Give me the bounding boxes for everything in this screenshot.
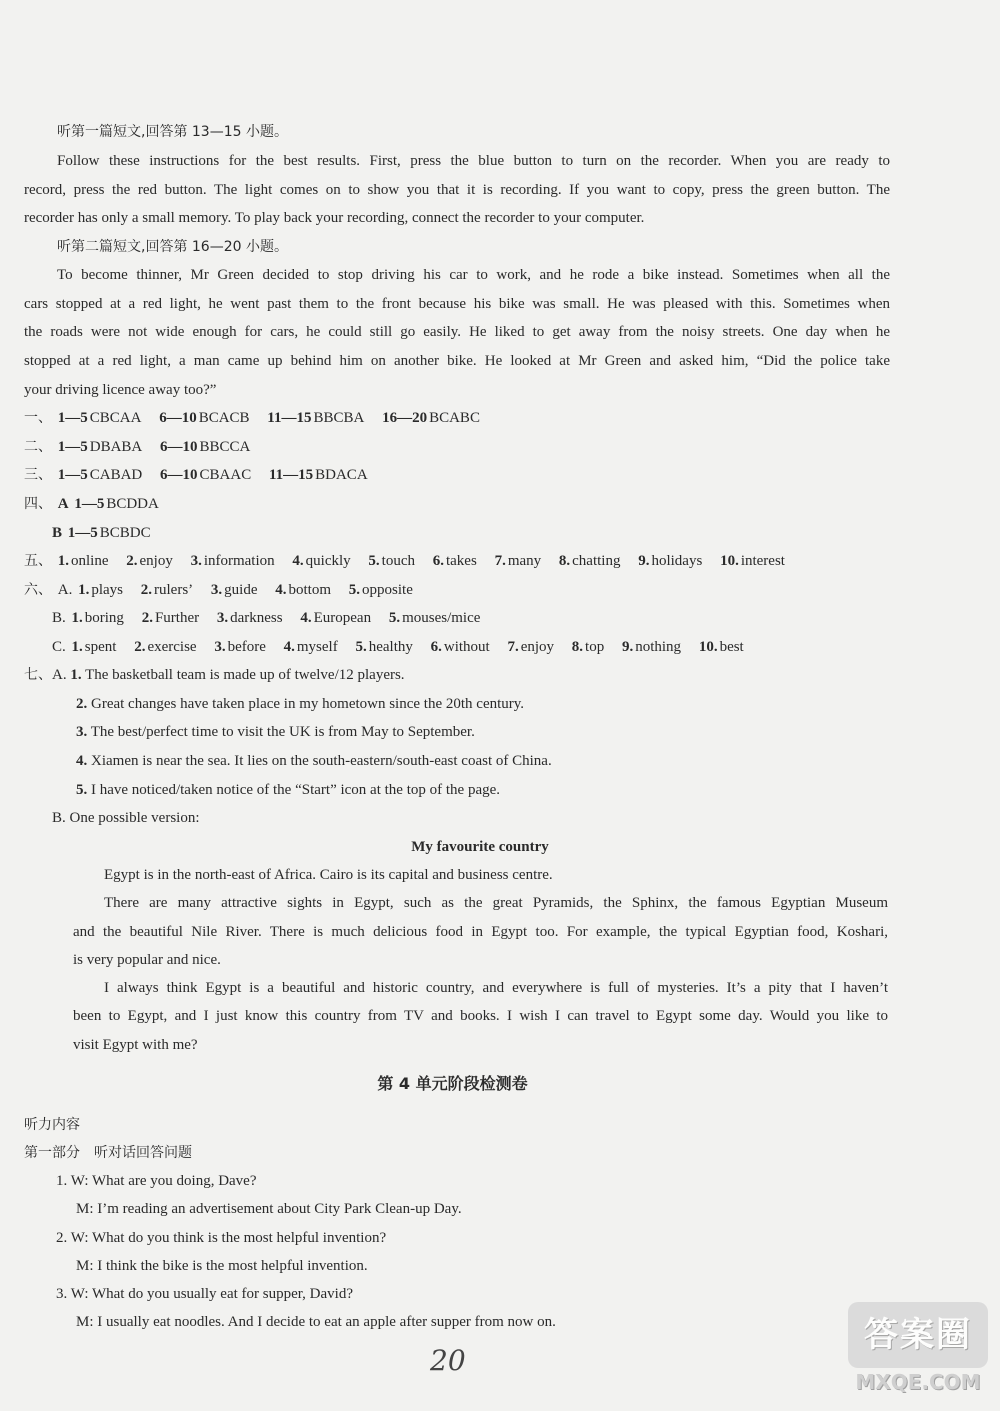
answer-text: 四、 [24, 496, 52, 512]
passage2-line: cars stopped at a red light, he went past them to the front because his bike was small. He was pleased with this. Sometimes when [24, 296, 890, 312]
answer-text: 5. [76, 782, 88, 798]
answer-text: 3. W: [56, 1286, 89, 1302]
answer-text: enjoy [139, 553, 173, 569]
answer-text: What are you doing, Dave? [91, 1173, 257, 1189]
answer-text: online [71, 553, 109, 569]
answers-section-7b [52, 808, 200, 828]
answer-text: quickly [305, 553, 351, 569]
answer-text: best [719, 639, 744, 655]
answers-section-6a [24, 580, 427, 600]
answer-text: 1. [78, 582, 90, 598]
answer-text: myself [296, 639, 338, 655]
answer-text: healthy [368, 639, 413, 655]
answer-text: Great changes have taken place in my hometown since the 20th century. [91, 696, 525, 712]
answer-text: 4. [292, 553, 304, 569]
answer-text: CBAAC [199, 467, 252, 483]
dialogue-line [56, 1171, 257, 1191]
answer-text: 1. [71, 610, 83, 626]
answers-section-7a-4 [76, 751, 552, 771]
answer-text: The best/perfect time to visit the UK is from May to September. [90, 724, 475, 740]
answer-text: 4. [76, 753, 88, 769]
answer-text: 4. [300, 610, 312, 626]
listening-section-heading: 听力内容 [24, 1117, 80, 1133]
answer-text: What do you usually eat for supper, David? [91, 1286, 353, 1302]
answer-text: 9. [638, 553, 650, 569]
answer-text: takes [445, 553, 477, 569]
answer-text: C. [52, 639, 66, 655]
answer-text: 1—5 [57, 410, 88, 426]
answer-text: I have noticed/taken notice of the “Start” icon at the top of the page. [91, 782, 501, 798]
answer-text: BBCBA [313, 410, 365, 426]
answers-section-7a-1 [24, 665, 405, 685]
answer-text: 8. [571, 639, 584, 655]
passage2-line: the roads were not wide enough for cars, he could still go easily. He liked to get away from the noisy streets. One day when he [24, 324, 890, 340]
answer-text: 4. [275, 582, 287, 598]
watermark-logo: 答案圈 [848, 1302, 988, 1368]
answer-text: 2. [140, 582, 153, 598]
answers-section-6c [52, 637, 758, 657]
answer-text: 2. [126, 553, 138, 569]
unit4-title: 第 4 单元阶段检测卷 [377, 1074, 528, 1093]
answers-section-7a-3 [76, 722, 475, 742]
answer-text: B. [52, 810, 66, 826]
answer-text: 3. [216, 610, 229, 626]
answer-text: 2. W: [56, 1230, 89, 1246]
answer-text: 三、 [24, 467, 52, 483]
part1-heading: 第一部分 听对话回答问题 [24, 1145, 192, 1161]
answer-text: interest [740, 553, 785, 569]
dialogue-line [76, 1312, 556, 1332]
answer-text: 6. [432, 553, 444, 569]
answer-text: CBCAA [89, 410, 142, 426]
answer-text: I usually eat noodles. And I decide to eat an apple after supper from now on. [97, 1314, 556, 1330]
answer-text: 1. [70, 667, 82, 683]
answer-text: opposite [362, 582, 413, 598]
answer-text: 6. [430, 639, 442, 655]
answer-text: spent [84, 639, 117, 655]
answers-section-4a [24, 494, 173, 514]
answer-text: 7. [507, 639, 519, 655]
dialogue-line [56, 1228, 386, 1248]
answer-text: 6—10 [160, 439, 198, 455]
answer-text: 2. [134, 639, 146, 655]
answer-text: rulers’ [154, 582, 194, 598]
answer-text: 9. [621, 639, 634, 655]
answer-text: plays [91, 582, 124, 598]
answer-text: 3. [190, 553, 202, 569]
answer-text: 2. [141, 610, 153, 626]
essay-paragraph-2-line: and the beautiful Nile River. There is much delicious food in Egypt too. For example, the typical Egyptian food, Koshari, [73, 924, 888, 940]
passage2-line: To become thinner, Mr Green decided to stop driving his car to work, and he rode a bike instead. Sometimes when all the [57, 267, 890, 283]
answer-text: Further [154, 610, 200, 626]
answer-text: top [585, 639, 605, 655]
essay-paragraph-1: Egypt is in the north-east of Africa. Cairo is its capital and business centre. [104, 867, 553, 883]
site-watermark [848, 1302, 988, 1398]
answer-text: Xiamen is near the sea. It lies on the south-eastern/south-east coast of China. [91, 753, 552, 769]
answer-text: 五、 [24, 553, 52, 569]
answer-text: information [203, 553, 275, 569]
essay-paragraph-3-line: visit Egypt with me? [73, 1037, 198, 1053]
passage2-heading: 听第二篇短文,回答第 16—20 小题。 [57, 239, 288, 255]
answer-text: 7. [494, 553, 506, 569]
answer-text: many [507, 553, 542, 569]
answers-section-3 [24, 465, 382, 485]
answer-text: 七、 [24, 667, 52, 683]
answer-text: BCACB [198, 410, 250, 426]
answer-text: What do you think is the most helpful invention? [91, 1230, 387, 1246]
answer-text: 8. [558, 553, 571, 569]
answer-text: 5. [355, 639, 367, 655]
answer-text: 3. [76, 724, 88, 740]
answer-text: 10. [698, 639, 718, 655]
answer-text: BCDDA [106, 496, 159, 512]
answer-text: 10. [720, 553, 739, 569]
answer-text: The basketball team is made up of twelve/12 players. [85, 667, 405, 683]
answer-text: BCABC [429, 410, 480, 426]
answer-text: guide [224, 582, 258, 598]
essay-paragraph-3-line: I always think Egypt is a beautiful and historic country, and everywhere is full of mysteries. It’s a pity that I haven’t [104, 980, 888, 996]
answer-text: darkness [230, 610, 283, 626]
answer-text: 3. [214, 639, 226, 655]
answer-text: nothing [635, 639, 682, 655]
answer-text: without [443, 639, 490, 655]
answer-text: A [57, 496, 69, 512]
passage1-line: Follow these instructions for the best results. First, press the blue button to turn on the recorder. When you are ready to [57, 153, 890, 169]
answer-text: One possible version: [69, 810, 200, 826]
answer-text: M: [76, 1258, 94, 1274]
answer-text: B. [52, 610, 66, 626]
answer-text: 1. W: [56, 1173, 89, 1189]
answer-text: 3. [210, 582, 223, 598]
answer-text: chatting [572, 553, 621, 569]
answer-text: A. [57, 582, 73, 598]
essay-paragraph-2-line: There are many attractive sights in Egypt, such as the great Pyramids, the Sphinx, the famous Egyptian Museum [104, 895, 888, 911]
watermark-url: MXQE.COM [855, 1370, 981, 1394]
answer-text: before [227, 639, 266, 655]
dialogue-line [56, 1284, 353, 1304]
answer-text: BBCCA [199, 439, 251, 455]
answer-text: 5. [368, 553, 380, 569]
answer-text: M: [76, 1201, 94, 1217]
answer-text: bottom [288, 582, 332, 598]
essay-paragraph-3-line: been to Egypt, and I just know this country from TV and books. I wish I can travel to Egypt some day. Would you like to [73, 1008, 888, 1024]
answer-text: enjoy [520, 639, 555, 655]
answer-text: holidays [651, 553, 703, 569]
essay-paragraph-2-line: is very popular and nice. [73, 952, 221, 968]
answer-text: 11—15 [267, 410, 312, 426]
answer-text: CABAD [89, 467, 143, 483]
answers-section-4b [52, 523, 165, 543]
answer-text: mouses/mice [402, 610, 481, 626]
answers-section-7a-5 [76, 780, 500, 800]
answer-text: 二、 [24, 439, 52, 455]
page-number: 20 [430, 1344, 466, 1377]
answer-text: B [52, 525, 63, 541]
passage1-line: recorder has only a small memory. To play back your recording, connect the recorder to your computer. [24, 210, 645, 226]
answer-text: 11—15 [268, 467, 314, 483]
answer-text: boring [84, 610, 124, 626]
answer-text: 5. [348, 582, 361, 598]
answer-text: 1—5 [57, 439, 88, 455]
answer-text: 6—10 [159, 410, 197, 426]
answer-text: 1—5 [67, 525, 98, 541]
answers-section-7a-2 [76, 694, 524, 714]
answers-section-2 [24, 437, 264, 457]
answer-text: 16—20 [382, 410, 428, 426]
answers-section-1 [24, 408, 494, 428]
answer-text: 1. [71, 639, 83, 655]
answer-text: 1—5 [57, 467, 88, 483]
answer-text: European [313, 610, 372, 626]
answer-text: I’m reading an advertisement about City Park Clean-up Day. [97, 1201, 462, 1217]
passage2-line: stopped at a red light, a man came up behind him on another bike. He looked at Mr Green and asked him, “Did the police take [24, 353, 890, 369]
answer-text: I think the bike is the most helpful invention. [97, 1258, 368, 1274]
essay-title: My favourite country [411, 839, 549, 855]
answer-text: M: [76, 1314, 94, 1330]
dialogue-line [76, 1256, 368, 1276]
answer-text: 六、 [24, 582, 52, 598]
answer-text: 1. [57, 553, 69, 569]
answer-text: BDACA [315, 467, 368, 483]
answers-section-6b [52, 608, 494, 628]
dialogue-line [76, 1199, 462, 1219]
answer-text: exercise [147, 639, 197, 655]
answer-text: 5. [388, 610, 401, 626]
answer-text: BCBDC [99, 525, 151, 541]
answer-text: A. [52, 667, 67, 683]
answer-text: 一、 [24, 410, 52, 426]
answer-text: touch [381, 553, 415, 569]
answer-text: DBABA [89, 439, 143, 455]
answers-section-5 [24, 551, 799, 571]
answer-text: 4. [283, 639, 295, 655]
answer-text: 1—5 [74, 496, 105, 512]
passage1-line: record, press the red button. The light comes on to show you that it is recording. If you want to copy, press the green button. The [24, 182, 890, 198]
answer-text: 6—10 [160, 467, 198, 483]
passage2-line: your driving licence away too?” [24, 382, 217, 398]
passage1-heading: 听第一篇短文,回答第 13—15 小题。 [57, 124, 288, 140]
answer-text: 2. [76, 696, 88, 712]
